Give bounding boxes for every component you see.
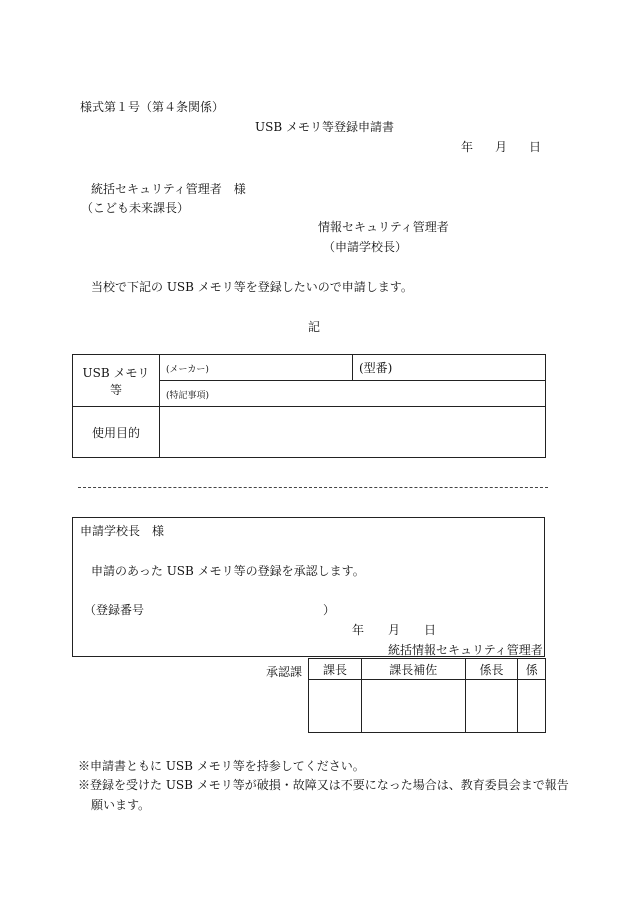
model-label: (型番) xyxy=(359,361,393,375)
approval-date-month: 月 xyxy=(388,623,401,637)
approval-manager: 統括情報セキュリティ管理者 xyxy=(388,643,543,657)
stamp-table xyxy=(308,658,546,733)
stamp-col-header: 係 xyxy=(518,659,546,680)
date-day-label: 日 xyxy=(529,140,542,154)
form-number: 様式第１号（第４条関係） xyxy=(80,100,225,114)
note-report-damage: ※登録を受けた USB メモリ等が破損・故障又は不要になった場合は、教育委員会まで報告 xyxy=(78,778,569,792)
addressee-title: 統括セキュリティ管理者 様 xyxy=(91,182,246,196)
model-field[interactable] xyxy=(353,355,546,381)
maker-field[interactable] xyxy=(160,355,353,381)
applicant-title: 情報セキュリティ管理者 xyxy=(318,220,449,234)
request-statement: 当校で下記の USB メモリ等を登録したいので申請します。 xyxy=(91,280,413,294)
note-bring-device: ※申請書ともに USB メモリ等を持参してください。 xyxy=(78,759,365,773)
ki-heading: 記 xyxy=(308,320,321,334)
notes-label: (特記事項) xyxy=(166,390,210,401)
stamp-cell[interactable] xyxy=(309,680,362,733)
registration-number-label: （登録番号 xyxy=(84,603,145,617)
maker-label: (メーカー) xyxy=(166,364,209,375)
approval-message: 申請のあった USB メモリ等の登録を承認します。 xyxy=(91,564,365,578)
stamp-cell[interactable] xyxy=(465,680,518,733)
note-report-damage-cont: 願います。 xyxy=(91,798,151,812)
approval-department-label: 承認課 xyxy=(266,665,303,679)
stamp-col-header: 課長補佐 xyxy=(361,659,465,680)
approval-addressee: 申請学校長 様 xyxy=(80,524,165,538)
notes-field[interactable] xyxy=(160,381,546,407)
registration-number-close: ） xyxy=(323,603,336,617)
date-month-label: 月 xyxy=(495,140,508,154)
stamp-cell[interactable] xyxy=(518,680,546,733)
approval-date-year: 年 xyxy=(352,623,365,637)
stamp-cell[interactable] xyxy=(361,680,465,733)
purpose-field[interactable] xyxy=(160,407,546,458)
document-title: USB メモリ等登録申請書 xyxy=(255,120,394,134)
stamp-col-header: 係長 xyxy=(465,659,518,680)
cut-line xyxy=(78,487,548,488)
approval-date-day: 日 xyxy=(424,623,437,637)
addressee-role: （こども未来課長） xyxy=(81,201,190,215)
device-table xyxy=(72,354,546,458)
date-year-label: 年 xyxy=(461,140,474,154)
applicant-role: （申請学校長） xyxy=(323,240,408,254)
usb-label-cell: USB メモリ等 xyxy=(73,355,160,407)
stamp-col-header: 課長 xyxy=(309,659,362,680)
purpose-label-cell: 使用目的 xyxy=(73,407,160,458)
